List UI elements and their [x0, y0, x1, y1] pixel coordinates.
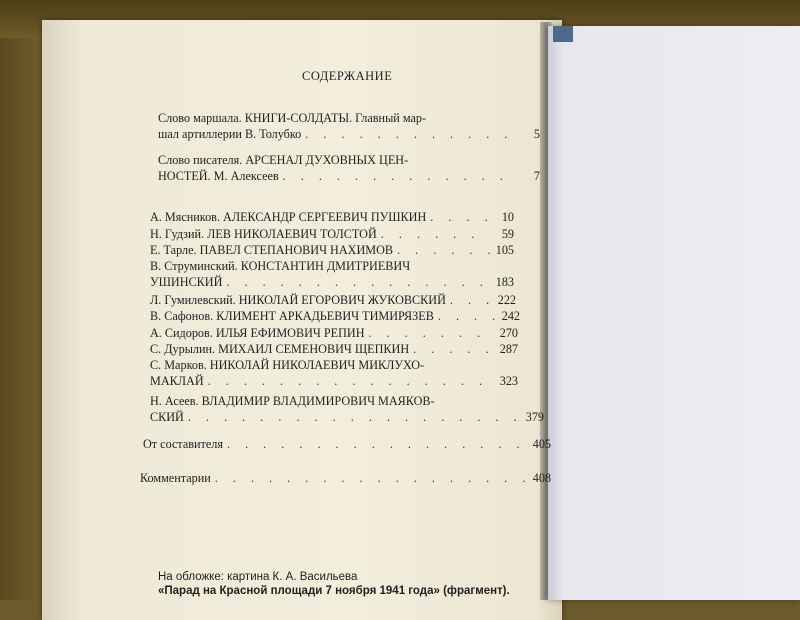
- leader-dots: [208, 373, 494, 389]
- toc-entry-line: [143, 436, 551, 452]
- toc-entry-title: Н. Асеев. ВЛАДИМИР ВЛАДИМИРОВИЧ МАЯКОВ-: [150, 394, 435, 408]
- toc-entry-page: 7: [533, 169, 540, 183]
- toc-entry-page: 105: [495, 243, 514, 257]
- leader-dots: [215, 470, 527, 486]
- leader-dots: [227, 436, 527, 452]
- leader-dots: [188, 409, 520, 425]
- toc-entry-page: 408: [532, 471, 551, 485]
- toc-entry-page: 5: [533, 127, 540, 141]
- toc-entry-line: [150, 242, 514, 258]
- toc-entry-title: Слово писателя. АРСЕНАЛ ДУХОВНЫХ ЦЕН-: [158, 153, 409, 167]
- cover-note-line: На обложке: картина К. А. Васильева: [158, 571, 358, 583]
- toc-entry-line: [150, 393, 544, 409]
- toc-entry-title: Е. Тарле. ПАВЕЛ СТЕПАНОВИЧ НАХИМОВ: [150, 243, 394, 257]
- toc-entry: [150, 292, 516, 308]
- toc-entry-line: [150, 341, 518, 357]
- toc-entry-title: Слово маршала. КНИГИ-СОЛДАТЫ. Главный мар-: [158, 111, 427, 125]
- toc-entry: [158, 110, 540, 142]
- toc-entry-page: 10: [501, 210, 514, 224]
- toc-entry-line: [150, 258, 514, 274]
- toc-entry-page: 323: [499, 374, 518, 388]
- toc-entry-line: [150, 274, 514, 290]
- toc-entry-line: [158, 168, 540, 184]
- toc-entry-line: [150, 209, 514, 225]
- toc-entry-title: МАКЛАЙ: [150, 374, 204, 388]
- leader-dots: [430, 209, 490, 225]
- toc-entry-line: [150, 373, 518, 389]
- toc-entry-title: УШИНСКИЙ: [150, 275, 223, 289]
- toc-entry-page: 242: [501, 309, 520, 323]
- toc-entry-line: [140, 470, 551, 486]
- toc-entry-page: 405: [532, 437, 551, 451]
- leader-dots: [305, 126, 516, 142]
- toc-entry-title: В. Струминский. КОНСТАНТИН ДМИТРИЕВИЧ: [150, 259, 411, 273]
- leader-dots: [369, 325, 494, 341]
- toc-entry-title: СКИЙ: [150, 410, 184, 424]
- toc-entry-line: [150, 308, 520, 324]
- leader-dots: [381, 226, 490, 242]
- toc-entry-line: [150, 409, 544, 425]
- leader-dots: [283, 168, 516, 184]
- toc-entry: [143, 436, 551, 452]
- toc-entry: [140, 470, 551, 486]
- leader-dots: [397, 242, 490, 258]
- toc-entry-title: Комментарии: [140, 471, 211, 485]
- toc-entry-title: Л. Гумилевский. НИКОЛАЙ ЕГОРОВИЧ ЖУКОВСКИЙ: [150, 293, 446, 307]
- toc-entry-page: 183: [495, 275, 514, 289]
- toc-entry-line: [158, 110, 540, 126]
- toc-entry-line: [150, 292, 516, 308]
- toc-entry: [150, 226, 514, 242]
- toc-entry: [150, 357, 518, 389]
- toc-entry-page: 270: [499, 326, 518, 340]
- toc-entry: [150, 308, 520, 324]
- toc-entry-page: 59: [501, 227, 514, 241]
- toc-heading: СОДЕРЖАНИЕ: [302, 69, 393, 83]
- toc-entry-title: В. Сафонов. КЛИМЕНТ АРКАДЬЕВИЧ ТИМИРЯЗЕВ: [150, 309, 434, 323]
- toc-entry-title: Н. Гудзий. ЛЕВ НИКОЛАЕВИЧ ТОЛСТОЙ: [150, 227, 377, 241]
- toc-entry-line: [158, 152, 540, 168]
- toc-entry-page: 222: [497, 293, 516, 307]
- toc-entry-line: [150, 325, 518, 341]
- toc-entry: [150, 393, 544, 425]
- toc-entry-page: 287: [499, 342, 518, 356]
- toc-entry-title: НОСТЕЙ. М. Алексеев: [158, 169, 279, 183]
- toc-entry-line: [150, 226, 514, 242]
- cover-note-line: «Парад на Красной площади 7 ноября 1941 года» (фрагмент).: [158, 585, 510, 597]
- toc-entry: [150, 341, 518, 357]
- leader-dots: [450, 292, 492, 308]
- toc-entry-title: шал артиллерии В. Толубко: [158, 127, 302, 141]
- toc-entry-title: А. Мясников. АЛЕКСАНДР СЕРГЕЕВИЧ ПУШКИН: [150, 210, 427, 224]
- leader-dots: [438, 308, 496, 324]
- toc-entry-title: С. Дурылин. МИХАИЛ СЕМЕНОВИЧ ЩЕПКИН: [150, 342, 410, 356]
- toc-entry-page: 379: [525, 410, 544, 424]
- cover-note: [158, 570, 510, 598]
- toc-entry: [150, 242, 514, 258]
- toc-entry-line: [150, 357, 518, 373]
- toc-entry: [150, 258, 514, 290]
- toc-entry: [150, 209, 514, 225]
- toc-entry-title: От составителя: [143, 437, 223, 451]
- toc-entry: [150, 325, 518, 341]
- leader-dots: [226, 274, 490, 290]
- toc-entry-title: С. Марков. НИКОЛАЙ НИКОЛАЕВИЧ МИКЛУХО-: [150, 358, 425, 372]
- toc-entry-title: А. Сидоров. ИЛЬЯ ЕФИМОВИЧ РЕПИН: [150, 326, 365, 340]
- leader-dots: [413, 341, 494, 357]
- toc-entry: [158, 152, 540, 184]
- toc-entry-line: [158, 126, 540, 142]
